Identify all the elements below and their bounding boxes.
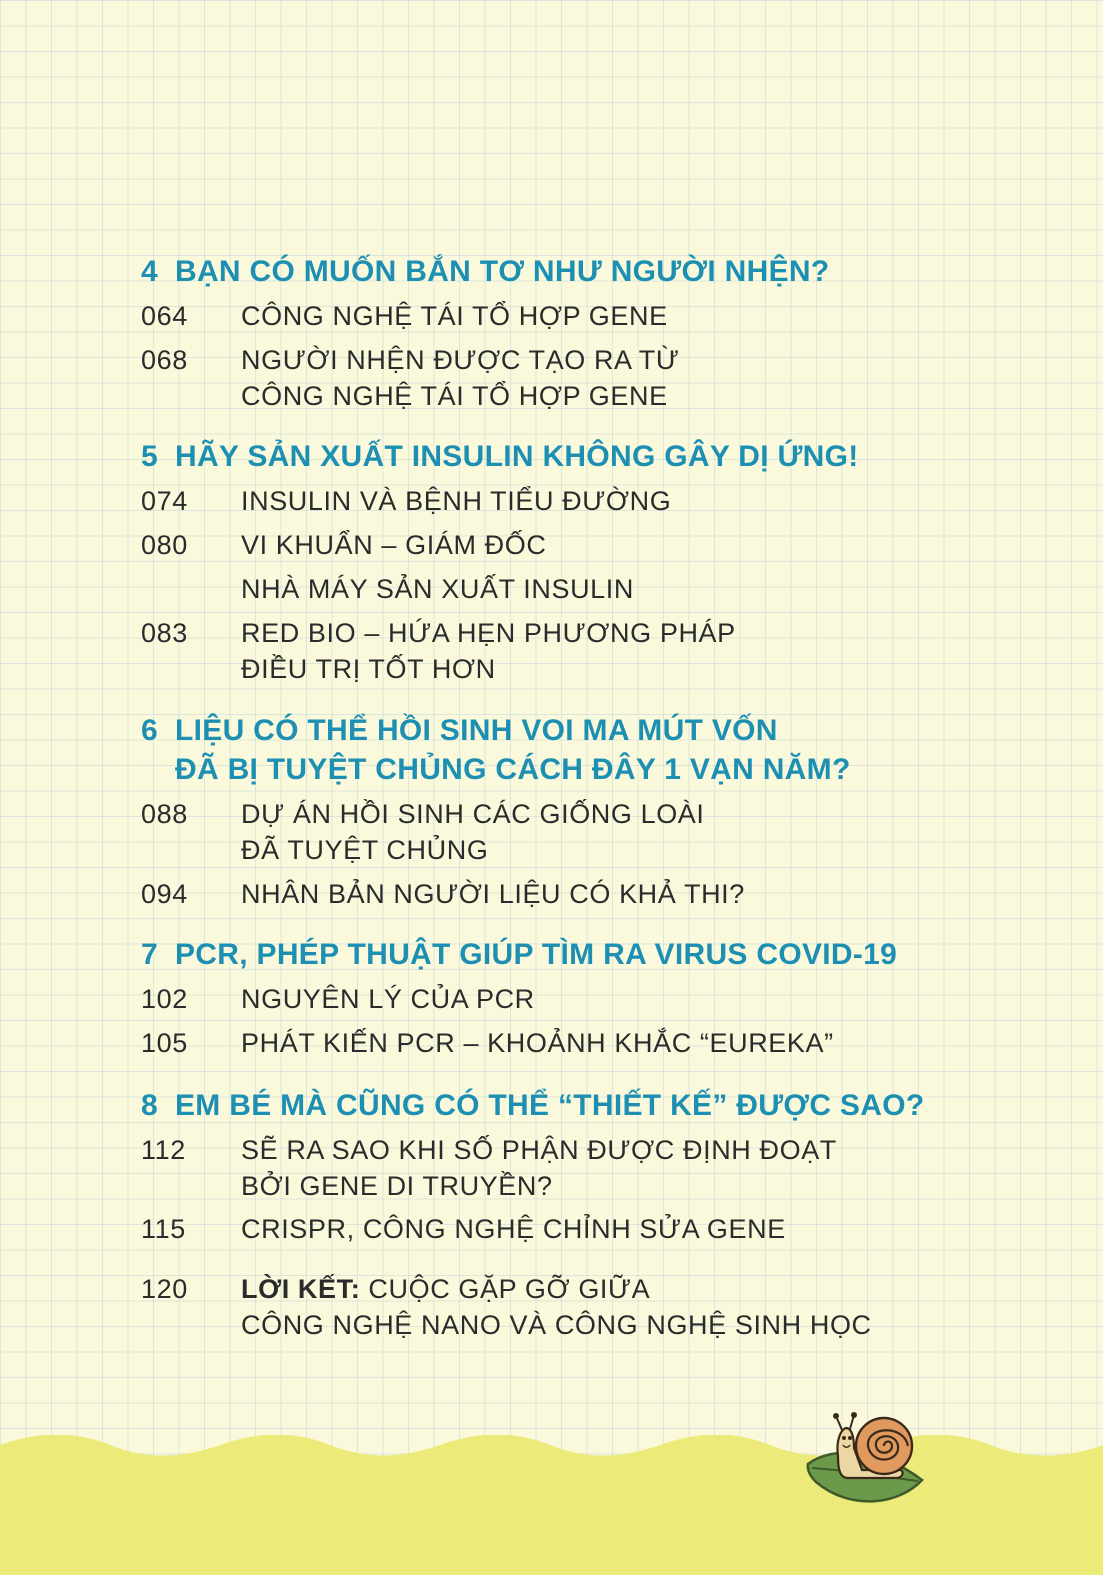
page-number: 080 [141,530,188,560]
chapter-number: 8 [141,1089,158,1122]
page-number: 064 [141,301,188,331]
page-number: 120 [141,1274,188,1304]
chapter-number: 7 [141,938,158,971]
chapter-number: 4 [141,255,158,288]
chapter-title [141,438,859,476]
entry-title: VI KHUẨN – GIÁM ĐỐC [241,530,547,560]
entry-title: CRISPR, CÔNG NGHỆ CHỈNH SỬA GENE [241,1214,786,1244]
entry-title-continuation: BỞI GENE DI TRUYỀN? [241,1171,553,1201]
chapter-number: 5 [141,440,158,473]
entry-title: PHÁT KIẾN PCR – KHOẢNH KHẮC “EUREKA” [241,1028,834,1058]
page-number: 112 [141,1135,186,1165]
entry-title-continuation: ĐÃ TUYỆT CHỦNG [241,835,489,865]
chapter-title [141,1087,924,1125]
entry-title: CÔNG NGHỆ TÁI TỔ HỢP GENE [241,301,668,331]
page-number: 115 [141,1214,186,1244]
entry-title-continuation: NHÀ MÁY SẢN XUẤT INSULIN [241,574,634,604]
chapter-title-text: LIỆU CÓ THỂ HỒI SINH VOI MA MÚT VỐN [175,714,778,747]
entry-title: INSULIN VÀ BỆNH TIỂU ĐƯỜNG [241,486,672,516]
entry-title: NGUYÊN LÝ CỦA PCR [241,984,535,1014]
chapter-title [141,253,829,291]
chapter-title-continuation [141,751,851,789]
chapter-number: 6 [141,714,158,747]
entry-title: NHÂN BẢN NGƯỜI LIỆU CÓ KHẢ THI? [241,879,745,909]
table-of-contents [141,0,1081,1440]
entry-title: DỰ ÁN HỒI SINH CÁC GIỐNG LOÀI [241,799,705,829]
entry-title-continuation: CÔNG NGHỆ NANO VÀ CÔNG NGHỆ SINH HỌC [241,1310,872,1340]
page-number: 088 [141,799,188,829]
chapter-title-text: PCR, PHÉP THUẬT GIÚP TÌM RA VIRUS COVID-19 [175,938,898,971]
snail-icon [833,1412,912,1478]
chapter-title [141,712,778,750]
chapter-title-text: EM BÉ MÀ CŨNG CÓ THỂ “THIẾT KẾ” ĐƯỢC SAO? [175,1089,925,1122]
chapter-title-text: HÃY SẢN XUẤT INSULIN KHÔNG GÂY DỊ ỨNG! [175,440,859,473]
page-number: 105 [141,1028,188,1058]
chapter-title-text: ĐÃ BỊ TUYỆT CHỦNG CÁCH ĐÂY 1 VẠN NĂM? [175,753,851,786]
page-number: 074 [141,486,188,516]
closing-label: LỜI KẾT: [241,1274,361,1304]
entry-title: RED BIO – HỨA HẸN PHƯƠNG PHÁP [241,618,736,648]
chapter-title [141,936,897,974]
entry-title-continuation: ĐIỀU TRỊ TỐT HƠN [241,654,496,684]
entry-title-continuation: CÔNG NGHỆ TÁI TỔ HỢP GENE [241,381,668,411]
page-number: 102 [141,984,188,1014]
snail-on-leaf-icon [800,1412,940,1522]
page-number: 083 [141,618,188,648]
entry-title: SẼ RA SAO KHI SỐ PHẬN ĐƯỢC ĐỊNH ĐOẠT [241,1135,837,1165]
page-number: 094 [141,879,188,909]
entry-title: CUỘC GẶP GỠ GIỮA [360,1274,651,1304]
chapter-title-text: BẠN CÓ MUỐN BẮN TƠ NHƯ NGƯỜI NHỆN? [175,255,830,288]
entry-title: NGƯỜI NHỆN ĐƯỢC TẠO RA TỪ [241,345,680,375]
page-number: 068 [141,345,188,375]
